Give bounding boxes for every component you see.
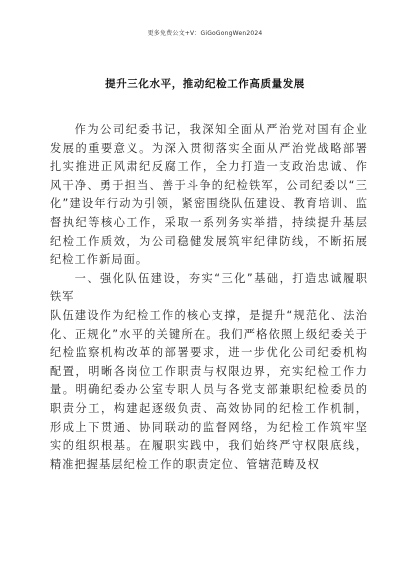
paragraph-team-building: 队伍建设作为纪检工作的核心支撑，是提升“规范化、法治化、正规化”水平的关键所在。我们严格依照上级纪委关于纪检监察机构改革的部署要求，进一步优化公司纪委机构配置，明晰各岗位工作职责与权限边界，充实纪检工作力量。明确纪委办公室专职人员与各党支部兼职纪检委员的职责分工，构建起逐级负责、高效协同的纪检工作机制，形成上下贯通、协同联动的监督网络，为纪检工作筑牢坚实的组织根基。在履职实践中，我们始终严守权限底线，精准把握基层纪检工作的职责定位、管辖范畴及权 (50, 308, 368, 471)
section-heading-1: 一、强化队伍建设，夯实“三化”基础，打造忠诚履职铁军 (50, 271, 368, 304)
paragraph-intro: 作为公司纪委书记，我深知全面从严治党对国有企业发展的重要意义。为深入贯彻落实全面从严治党战略部署扎实推进正风肃纪反腐工作，全力打造一支政治忠诚、作风干净、勇于担当、善于斗争的纪检铁军，公司纪委以“三化”建设年行动为引领，紧密围绕队伍建设、教育培训、监督执纪等核心工作，采取一系列务实举措，持续提升基层纪检工作质效，为公司稳健发展筑牢纪律防线，不断拓展纪检工作新局面。 (50, 123, 368, 267)
header-note: 更多免费公文+V：GiGoGongWen2024 (147, 30, 263, 37)
document-body (50, 121, 368, 474)
document-title: 提升三化水平，推动纪检工作高质量发展 (105, 78, 305, 90)
